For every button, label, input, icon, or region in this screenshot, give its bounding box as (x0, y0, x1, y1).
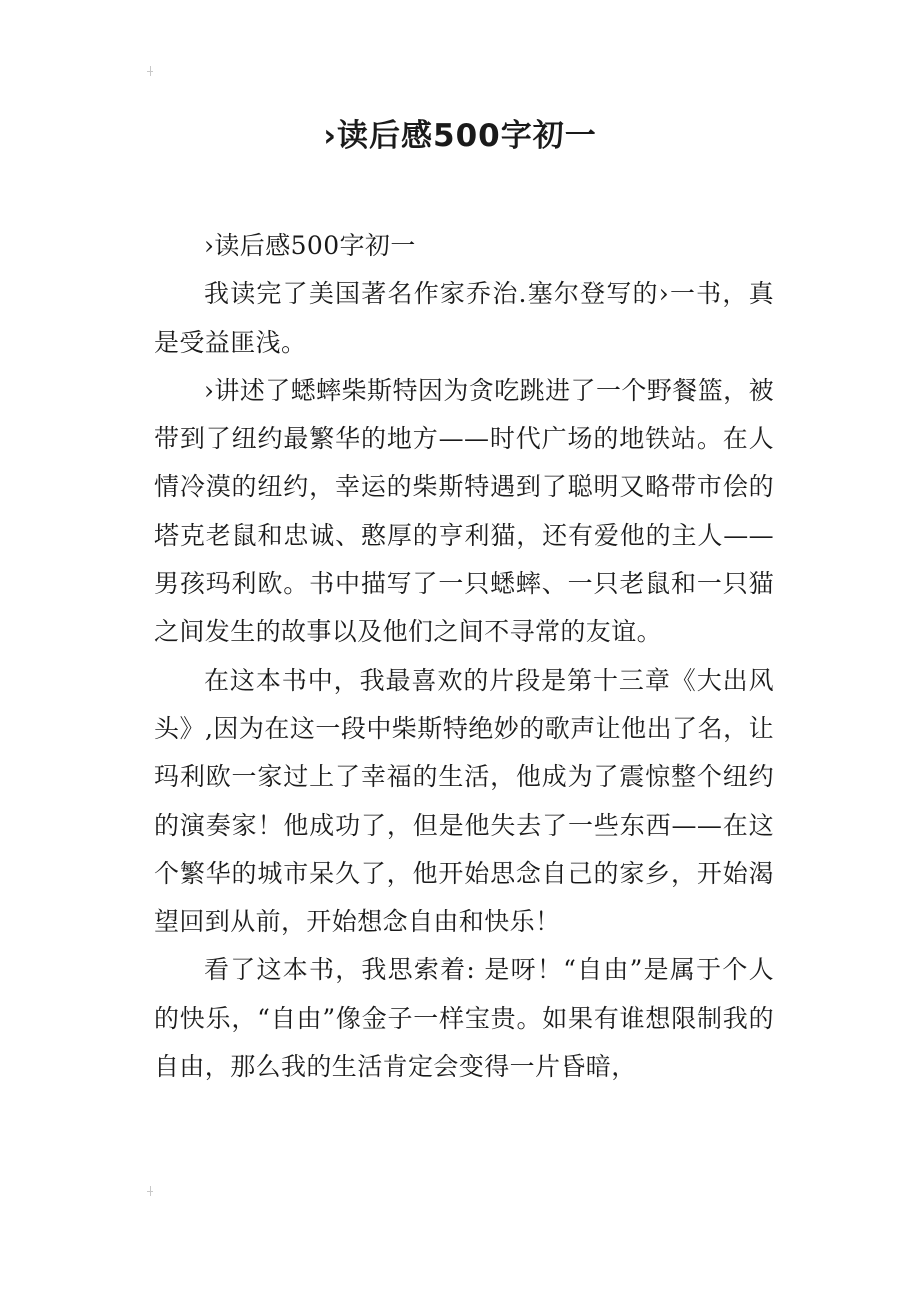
paragraph-subtitle: ›读后感500字初一 (204, 231, 416, 260)
crop-mark-icon (146, 66, 156, 78)
document-title: ›读后感500字初一 (323, 118, 597, 154)
paragraph: 在这本书中，我最喜欢的片段是第十三章《大出风头》,因为在这一段中柴斯特绝妙的歌声让他出了名，让玛利欧一家过上了幸福的生活，他成为了震惊整个纽约的演奏家！他成功了，但是他失去了一些东西——在这个繁华的城市呆久了，他开始思念自己的家乡，开始渴望回到从前，开始想念自由和快乐！ (154, 665, 774, 937)
paragraph: 看了这本书，我思索着: 是呀！“自由”是属于个人的快乐，“自由”像金子一样宝贵。如果有谁想限制我的自由，那么我的生活肯定会变得一片昏暗， (154, 955, 774, 1082)
crop-mark-icon (146, 1186, 156, 1198)
paragraph: ›讲述了蟋蟀柴斯特因为贪吃跳进了一个野餐篮，被带到了纽约最繁华的地方——时代广场的地铁站。在人情冷漠的纽约，幸运的柴斯特遇到了聪明又略带市侩的塔克老鼠和忠诚、憨厚的亨利猫，还有爱他的主人——男孩玛利欧。书中描写了一只蟋蟀、一只老鼠和一只猫之间发生的故事以及他们之间不寻常的友谊。 (154, 375, 774, 647)
paragraph: 我读完了美国著名作家乔治.塞尔登写的›一书，真是受益匪浅。 (154, 279, 774, 357)
document-body (154, 222, 774, 1091)
